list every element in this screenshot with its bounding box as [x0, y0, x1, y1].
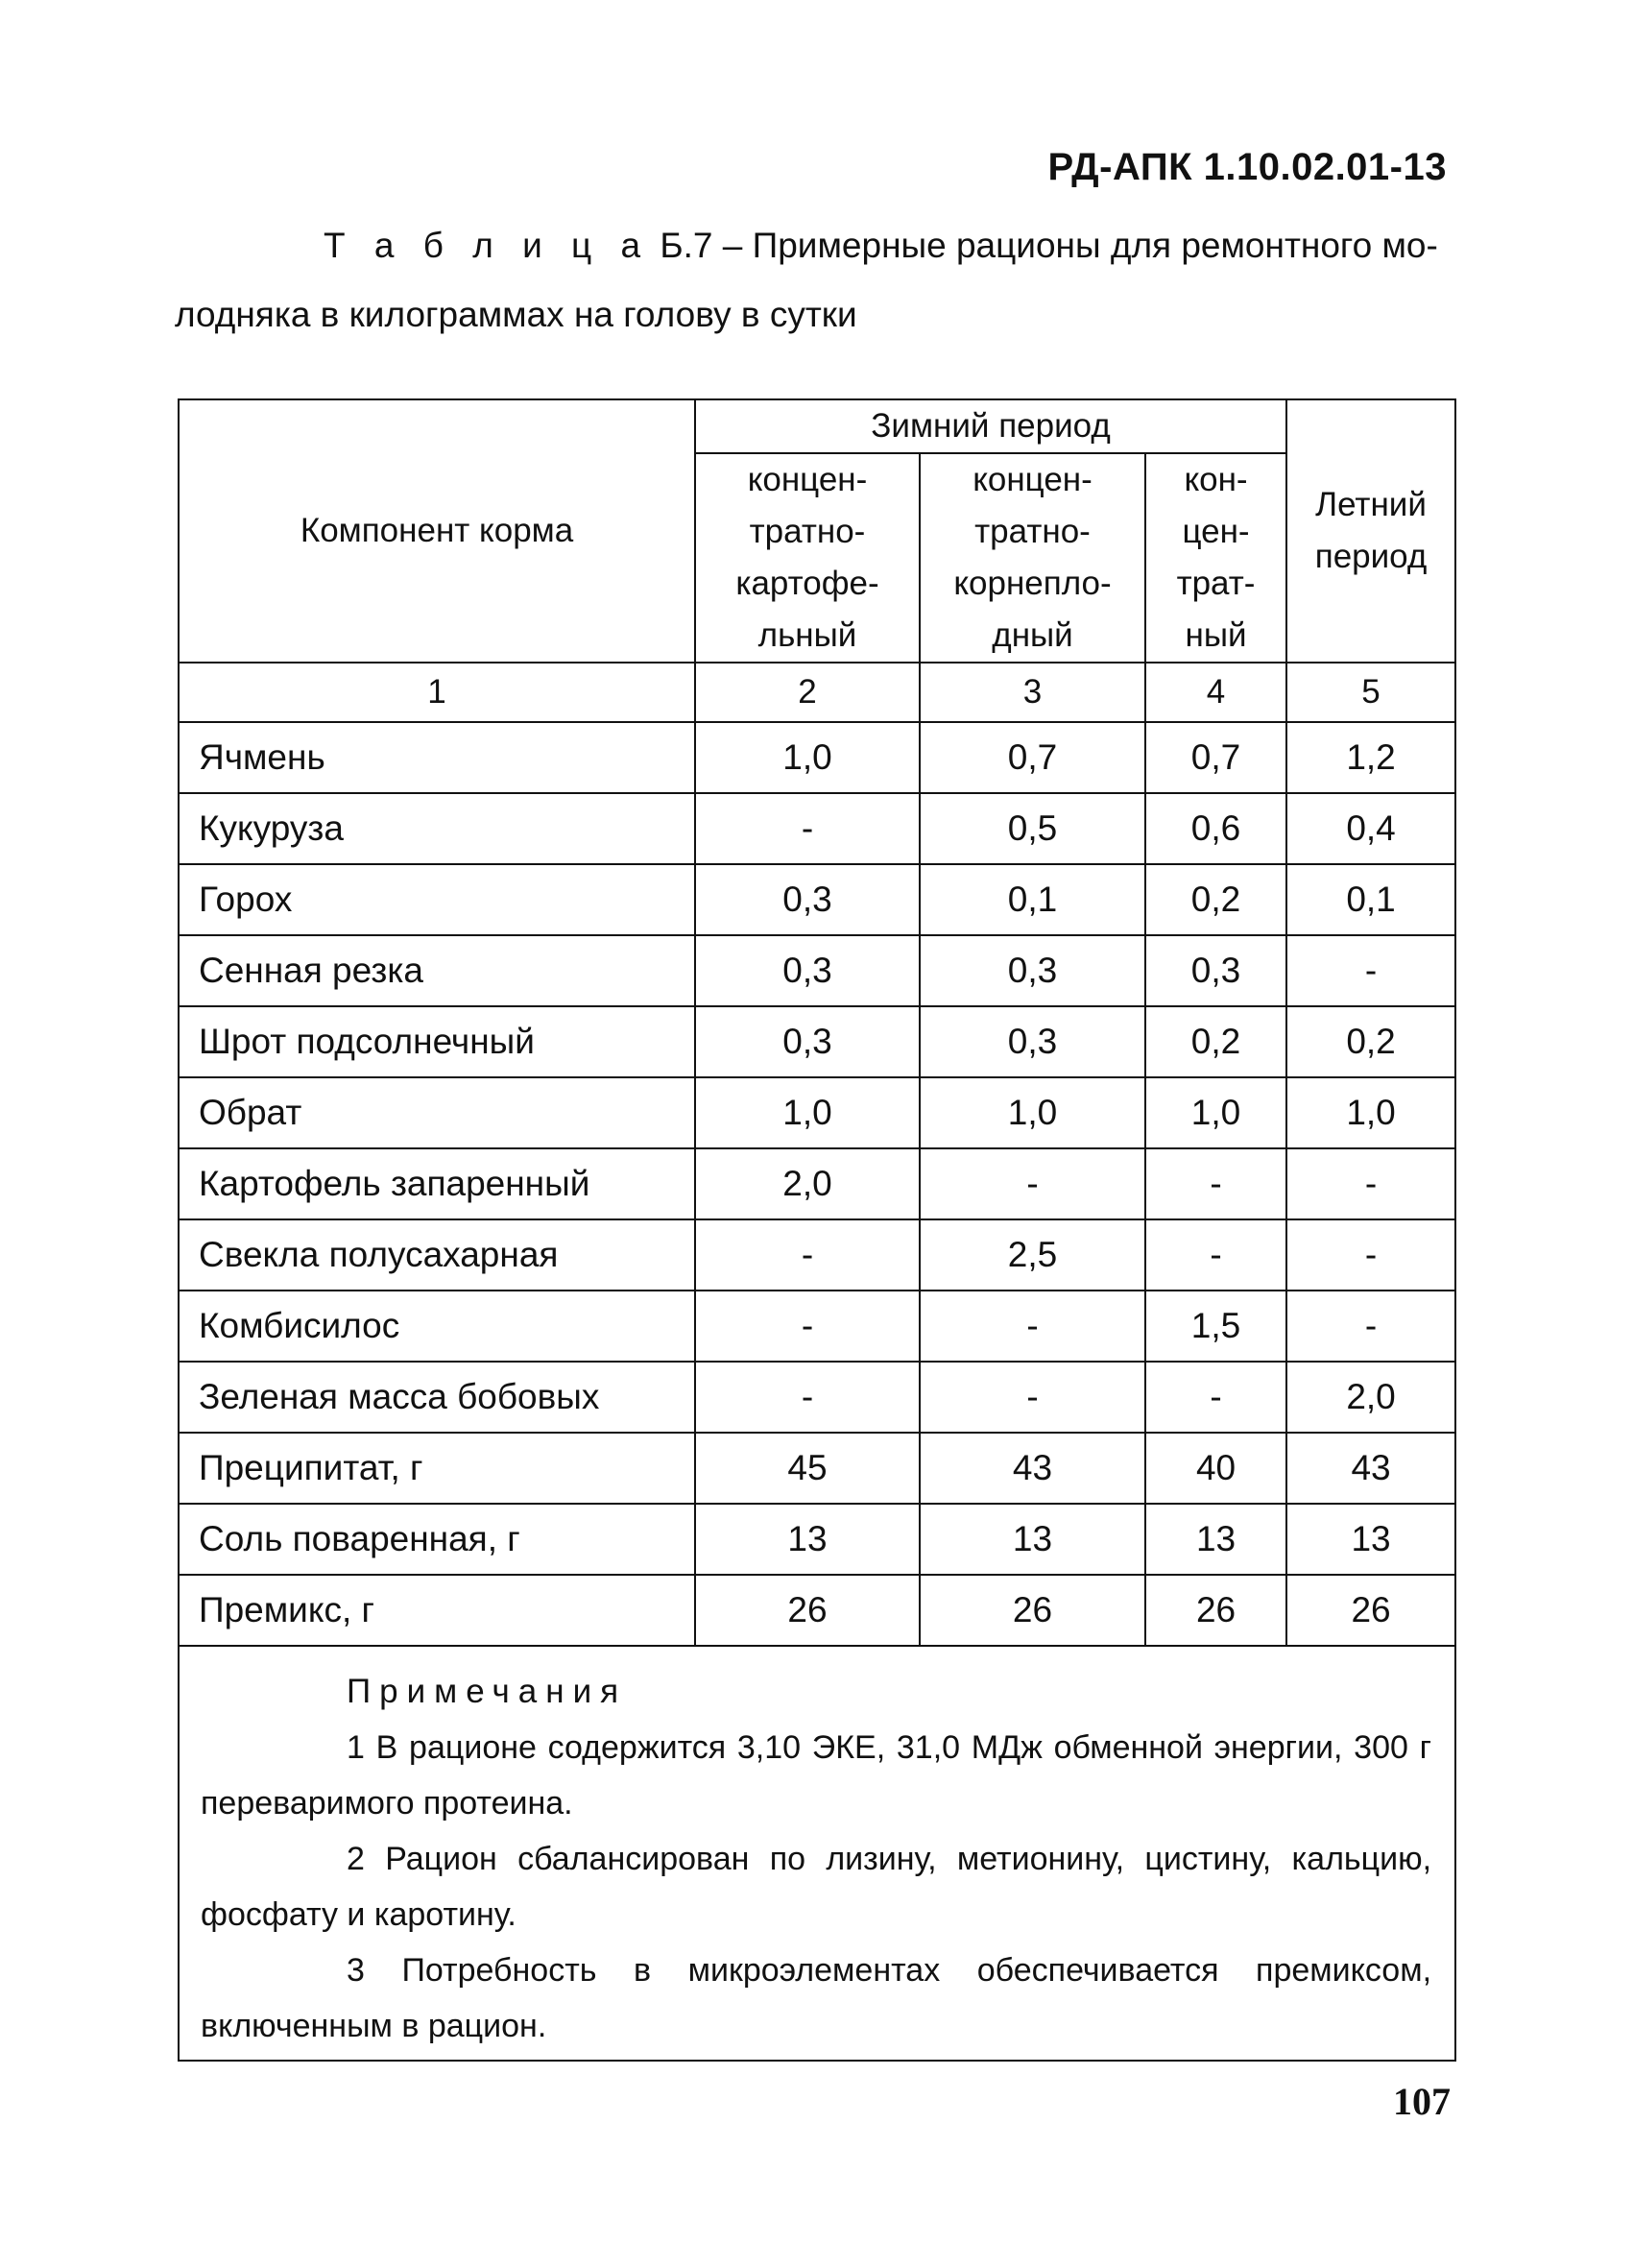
document-code: РД-АПК 1.10.02.01-13 — [1047, 146, 1447, 188]
table-row — [179, 1291, 1455, 1362]
amount-cell: 0,3 — [695, 935, 920, 1006]
amount-cell: 26 — [1145, 1575, 1286, 1646]
table-row — [179, 1362, 1455, 1433]
amount-cell: 0,3 — [695, 864, 920, 935]
component-name: Соль поваренная, г — [179, 1504, 695, 1575]
amount-cell: 0,7 — [1145, 722, 1286, 793]
component-name: Шрот подсолнечный — [179, 1006, 695, 1077]
table-caption — [175, 211, 1452, 350]
amount-cell: 0,7 — [920, 722, 1145, 793]
amount-cell: - — [1145, 1219, 1286, 1291]
ration-table — [178, 398, 1456, 2062]
summer-period-header: Летний период — [1286, 399, 1455, 663]
amount-cell: 13 — [1145, 1504, 1286, 1575]
component-header: Компонент корма — [179, 399, 695, 663]
component-name: Свекла полусахарная — [179, 1219, 695, 1291]
amount-cell: 43 — [920, 1433, 1145, 1504]
column-number-row — [179, 663, 1455, 722]
column-number: 5 — [1286, 663, 1455, 722]
amount-cell: 1,0 — [1145, 1077, 1286, 1148]
amount-cell: - — [1145, 1362, 1286, 1433]
table-row — [179, 1219, 1455, 1291]
amount-cell: 0,3 — [1145, 935, 1286, 1006]
amount-cell: - — [920, 1291, 1145, 1362]
caption-line-1 — [175, 211, 1452, 280]
amount-cell: 0,5 — [920, 793, 1145, 864]
component-name: Сенная резка — [179, 935, 695, 1006]
note-item: 3 Потребность в микроэлементах обеспечивается премиксом, включенным в рацион. — [201, 1952, 1432, 2044]
amount-cell: - — [1286, 1291, 1455, 1362]
notes-cell — [179, 1646, 1455, 2061]
component-name: Комбисилос — [179, 1291, 695, 1362]
amount-cell: - — [920, 1148, 1145, 1219]
table-row — [179, 1504, 1455, 1575]
amount-cell: 0,2 — [1145, 1006, 1286, 1077]
header-row-group — [179, 399, 1455, 453]
amount-cell: 0,1 — [1286, 864, 1455, 935]
amount-cell: - — [695, 1219, 920, 1291]
amount-cell: 40 — [1145, 1433, 1286, 1504]
amount-cell: - — [1145, 1148, 1286, 1219]
amount-cell: 0,6 — [1145, 793, 1286, 864]
amount-cell: 13 — [695, 1504, 920, 1575]
amount-cell: 0,3 — [920, 935, 1145, 1006]
amount-cell: 43 — [1286, 1433, 1455, 1504]
amount-cell: 13 — [1286, 1504, 1455, 1575]
table-row — [179, 793, 1455, 864]
component-name: Ячмень — [179, 722, 695, 793]
winter-period-header: Зимний период — [695, 399, 1286, 453]
table-row — [179, 722, 1455, 793]
component-name: Премикс, г — [179, 1575, 695, 1646]
amount-cell: 1,0 — [1286, 1077, 1455, 1148]
amount-cell: 0,2 — [1145, 864, 1286, 935]
column-number: 1 — [179, 663, 695, 722]
caption-label: Т а б л и ц а — [324, 226, 651, 265]
column-number: 3 — [920, 663, 1145, 722]
amount-cell: 2,5 — [920, 1219, 1145, 1291]
amount-cell: - — [1286, 1219, 1455, 1291]
table-row — [179, 1077, 1455, 1148]
amount-cell: 0,2 — [1286, 1006, 1455, 1077]
amount-cell: - — [695, 1362, 920, 1433]
amount-cell: 0,1 — [920, 864, 1145, 935]
note-item: 1 В рационе содержится 3,10 ЭКЕ, 31,0 МДж обменной энергии, 300 г переваримого протеина. — [201, 1729, 1432, 1822]
amount-cell: 2,0 — [695, 1148, 920, 1219]
table-row — [179, 1148, 1455, 1219]
component-name: Преципитат, г — [179, 1433, 695, 1504]
caption-text: Б.7 – Примерные рационы для ремонтного мо- — [650, 226, 1438, 265]
amount-cell: - — [1286, 1148, 1455, 1219]
notes-title: Примечания — [347, 1673, 628, 1710]
table-row — [179, 1575, 1455, 1646]
component-name: Горох — [179, 864, 695, 935]
amount-cell: - — [1286, 935, 1455, 1006]
amount-cell: 1,5 — [1145, 1291, 1286, 1362]
table-row — [179, 1433, 1455, 1504]
amount-cell: 1,0 — [695, 722, 920, 793]
column-number: 2 — [695, 663, 920, 722]
amount-cell: 0,3 — [695, 1006, 920, 1077]
amount-cell: 26 — [1286, 1575, 1455, 1646]
amount-cell: 1,2 — [1286, 722, 1455, 793]
amount-cell: 13 — [920, 1504, 1145, 1575]
table-row — [179, 935, 1455, 1006]
amount-cell: 1,0 — [920, 1077, 1145, 1148]
winter-type-header: концен- тратно- картофе- льный — [695, 453, 920, 663]
amount-cell: 26 — [695, 1575, 920, 1646]
winter-type-header: концен- тратно- корнепло- дный — [920, 453, 1145, 663]
amount-cell: - — [920, 1362, 1145, 1433]
component-name: Обрат — [179, 1077, 695, 1148]
component-name: Зеленая масса бобовых — [179, 1362, 695, 1433]
table-row — [179, 864, 1455, 935]
component-name: Кукуруза — [179, 793, 695, 864]
amount-cell: 26 — [920, 1575, 1145, 1646]
amount-cell: - — [695, 1291, 920, 1362]
component-name: Картофель запаренный — [179, 1148, 695, 1219]
column-number: 4 — [1145, 663, 1286, 722]
amount-cell: 1,0 — [695, 1077, 920, 1148]
amount-cell: - — [695, 793, 920, 864]
page-number: 107 — [1393, 2080, 1451, 2123]
amount-cell: 0,4 — [1286, 793, 1455, 864]
note-item: 2 Рацион сбалансирован по лизину, метионину, цистину, кальцию, фосфату и каротину. — [201, 1841, 1432, 1933]
caption-line-2: лодняка в килограммах на голову в сутки — [175, 295, 857, 334]
amount-cell: 0,3 — [920, 1006, 1145, 1077]
notes-row — [179, 1646, 1455, 2061]
table-row — [179, 1006, 1455, 1077]
amount-cell: 2,0 — [1286, 1362, 1455, 1433]
amount-cell: 45 — [695, 1433, 920, 1504]
winter-type-header: кон- цен- трат- ный — [1145, 453, 1286, 663]
